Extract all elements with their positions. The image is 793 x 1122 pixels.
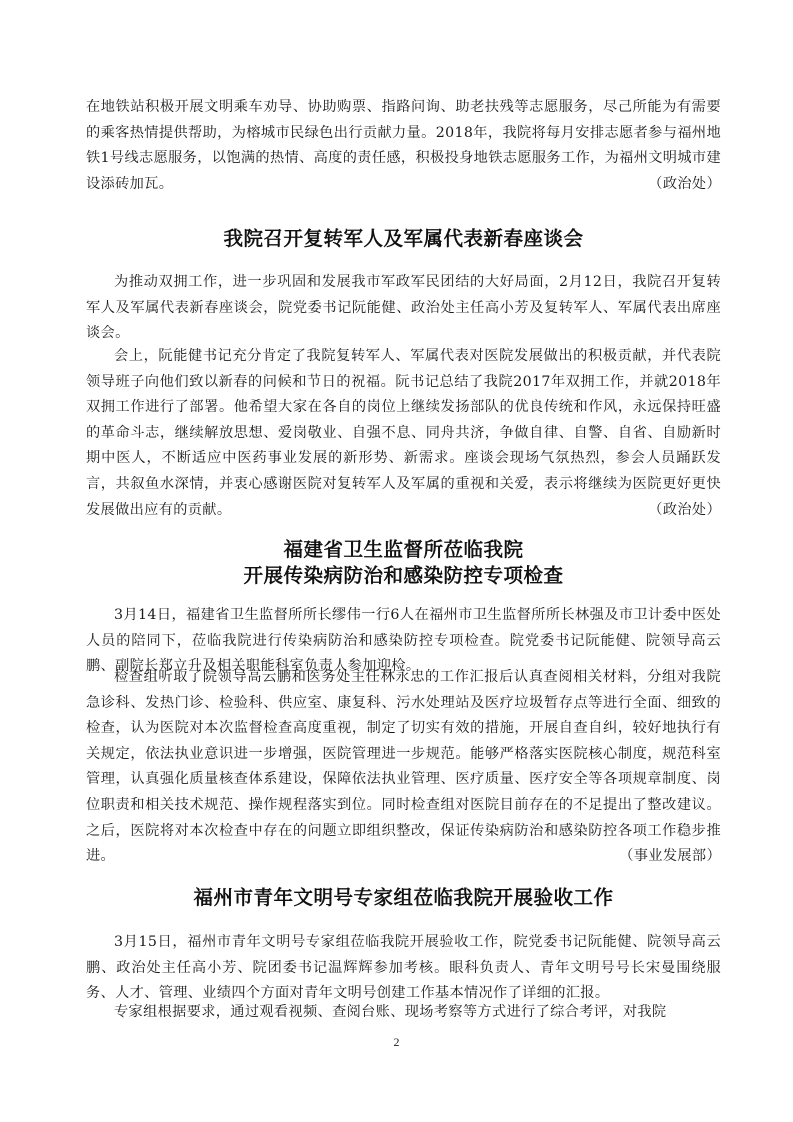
article-title-line1: 福建省卫生监督所莅临我院	[283, 538, 524, 561]
signature-development-dept: （事业发展部）	[619, 848, 721, 865]
article-paragraph: 为推动双拥工作，进一步巩固和发展我市军政军民团结的大好局面，2月12日，我院召开复转军人及军属代表新春座谈会，院党委书记阮能健、政治处主任高小芳及复转军人、军属代表出席座谈会。	[86, 274, 721, 342]
article-paragraph: 3月15日，福州市青年文明号专家组莅临我院开展验收工作，院党委书记阮能健、院领导高云鹏、政治处主任高小芳、院团委书记温辉辉参加考核。眼科负责人、青年文明号号长宋曼围绕服务、人才、管理、业绩四个方面对青年文明号创建工作基本情况作了详细的汇报。	[86, 934, 721, 1002]
article-title: 我院召开复转军人及军属代表新春座谈会	[223, 227, 584, 250]
article-paragraph: 检查组听取了院领导高云鹏和医务处主任林永忠的工作汇报后认真查阅相关材料，分组对我院急诊科、发热门诊、检验科、供应室、康复科、污水处理站及医疗垃圾暂存点等进行全面、细致的检查，认为医院对本次监督检查高度重视，制定了切实有效的措施，开展自查自纠，较好地执行有关规定，依法执业意识进一步增强，医院管理进一步规范。能够严格落实医院核心制度，规范科室管理，认真强化质量核查体系建设，保障依法执业管理、医疗质量、医疗安全等各项规章制度、岗位职责和相关技术规范、操作规程落实到位。同时检查组对医院目前存在的不足提出了整改建议。之后，医院将对本次检查中存在的问题立即组织整改，保证传染病防治和感染防控各项工作稳步推进。 （事业发展部）	[86, 665, 721, 870]
continuation-paragraph: 在地铁站积极开展文明乘车劝导、协助购票、指路问询、助老扶残等志愿服务，尽己所能为有需要的乘客热情提供帮助，为榕城市民绿色出行贡献力量。2018年，我院将每月安排志愿者参与福州地铁1号线志愿服务，以饱满的热情、高度的责任感，积极投身地铁志愿服务工作，为福州文明城市建设添砖加瓦。 （政治处）	[86, 95, 721, 197]
signature-politics-office: （政治处）	[648, 501, 721, 518]
article-title-line2: 开展传染病防治和感染防控专项检查	[243, 564, 564, 587]
article-paragraph: 会上，阮能健书记充分肯定了我院复转军人、军属代表对医院发展做出的积极贡献，并代表院领导班子向他们致以新春的问候和节日的祝福。阮书记总结了我院2017年双拥工作，并就2018年双拥工作进行了部署。他希望大家在各自的岗位上继续发扬部队的优良传统和作风，永远保持旺盛的革命斗志，继续解放思想、爱岗敬业、自强不息、同舟共济，争做自律、自警、自省、自励新时期中医人，不断适应中医药事业发展的新形势、新需求。座谈会现场气氛热烈，参会人员踊跃发言，共叙鱼水深情，并衷心感谢医院对复转军人及军属的重视和关爱，表示将继续为医院更好更快发展做出应有的贡献。 （政治处）	[86, 344, 721, 523]
article-title: 福州市青年文明号专家组莅临我院开展验收工作	[193, 886, 614, 909]
article-paragraph: 3月14日，福建省卫生监督所所长缪伟一行6人在福州市卫生监督所所长林强及市卫计委中医处人员的陪同下，莅临我院进行传染病防治和感染防控专项检查。院党委书记阮能健、院领导高云鹏、副院长郑立升及相关职能科室负责人参加迎检。	[86, 607, 721, 675]
signature-politics-office: （政治处）	[648, 175, 721, 192]
page-number: 2	[393, 1035, 400, 1049]
article-paragraph: 专家组根据要求，通过观看视频、查阅台账、现场考察等方式进行了综合考评，对我院	[114, 1004, 667, 1020]
